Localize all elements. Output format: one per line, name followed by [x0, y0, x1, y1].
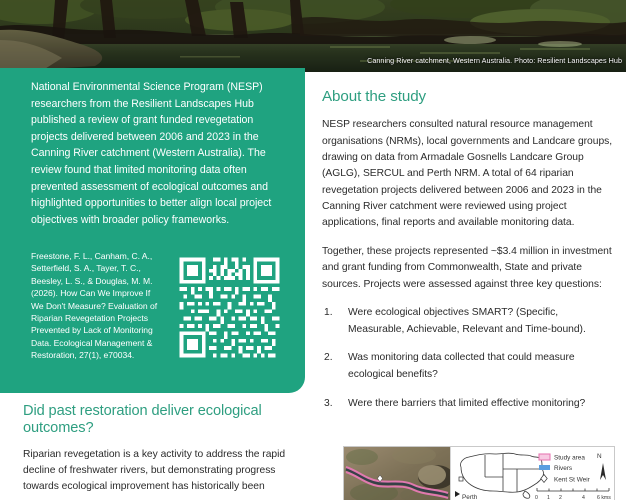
list-item-number: 1.: [324, 307, 333, 319]
legend-label: Study area: [554, 454, 585, 462]
list-item: [322, 350, 614, 383]
legend-label: Kent St Weir: [554, 476, 590, 484]
list-item: [322, 305, 614, 338]
list-item: [322, 396, 614, 412]
qr-code[interactable]: [176, 254, 283, 361]
aerial-map-photo: [344, 447, 450, 500]
about-paragraph-1: NESP researchers consulted natural resource management organisations (NRMs), local governments and Landcare groups, drawing on data from Armadale Gosnells Landcare Group (AGLG), SERCUL and Perth NRM. A total of 64 riparian revegetation projects delivered between 2006 and 2023 in the Canning River catchment were reviewed using project applications, final reports and available monitoring data.: [322, 119, 613, 229]
about-paragraph-2: Together, these projects represented ~$3.4 million in investment and grant funding from Commonwealth, State and private sources. Projects were assessed against three key questions:: [322, 245, 612, 290]
photo-caption: Canning River catchment, Western Australia. Photo: Resilient Landscapes Hub: [367, 56, 622, 65]
study-area-figure: [343, 446, 615, 500]
legend-label: Rivers: [554, 465, 573, 472]
qr-code-graphic: [176, 254, 283, 361]
list-item-text: Were ecological objectives SMART? (Specific, Measurable, Achievable, Relevant and Time-bound).: [348, 307, 586, 335]
north-label: N: [597, 453, 602, 460]
summary-panel: [0, 68, 305, 393]
left-lower-column: [23, 403, 306, 496]
list-item-text: Was monitoring data collected that could measure ecological benefits?: [348, 352, 575, 380]
key-questions-list: [322, 305, 614, 411]
summary-text: National Environmental Science Program (NESP) researchers from the Resilient Landscapes Hub published a review of grant funded revegetation projects delivered between 2006 and 2023 in the Canning River catchment (Western Australia). The review found that limited monitoring data often prevented assessment of ecological outcomes and highlighted opportunities to better align local project objectives with broader policy frameworks.: [31, 81, 272, 226]
scale-tick: 6 kms: [597, 495, 611, 500]
aerial-imagery: [344, 447, 450, 500]
about-the-study-heading: About the study: [322, 88, 427, 105]
scale-tick: 2: [559, 495, 562, 500]
list-item-number: 3.: [324, 397, 333, 409]
legend-study-area: [539, 454, 585, 462]
inset-city-label: Perth: [462, 494, 478, 500]
list-item-number: 2.: [324, 352, 333, 364]
left-section-heading: Did past restoration deliver ecological outcomes?: [23, 403, 262, 437]
right-column: [322, 88, 614, 424]
scale-tick: 4: [582, 495, 585, 500]
list-item-text: Were there barriers that limited effective monitoring?: [348, 397, 586, 409]
hero-photo: [0, 0, 626, 72]
australia-inset-and-legend: [451, 447, 615, 500]
scale-tick: 1: [547, 495, 550, 500]
location-inset-map: [450, 447, 614, 500]
left-section-paragraph: Riparian revegetation is a key activity to address the rapid decline of freshwater rivers, but demonstrating progress towards ecological improvement has historically been: [23, 448, 286, 493]
citation-text: Freestone, F. L., Canham, C. A., Setterfield, S. A., Tayer, T. C., Beesley, L. S., & Douglas, M. M. (2026). How Can We Improve If We Don't Measure? Evaluation of Riparian Revegetation Projects Prevented by Lack of Monitoring Data. Ecological Management & Restoration, 27(1), e70034.: [31, 251, 158, 361]
scale-tick: 0: [535, 495, 538, 500]
